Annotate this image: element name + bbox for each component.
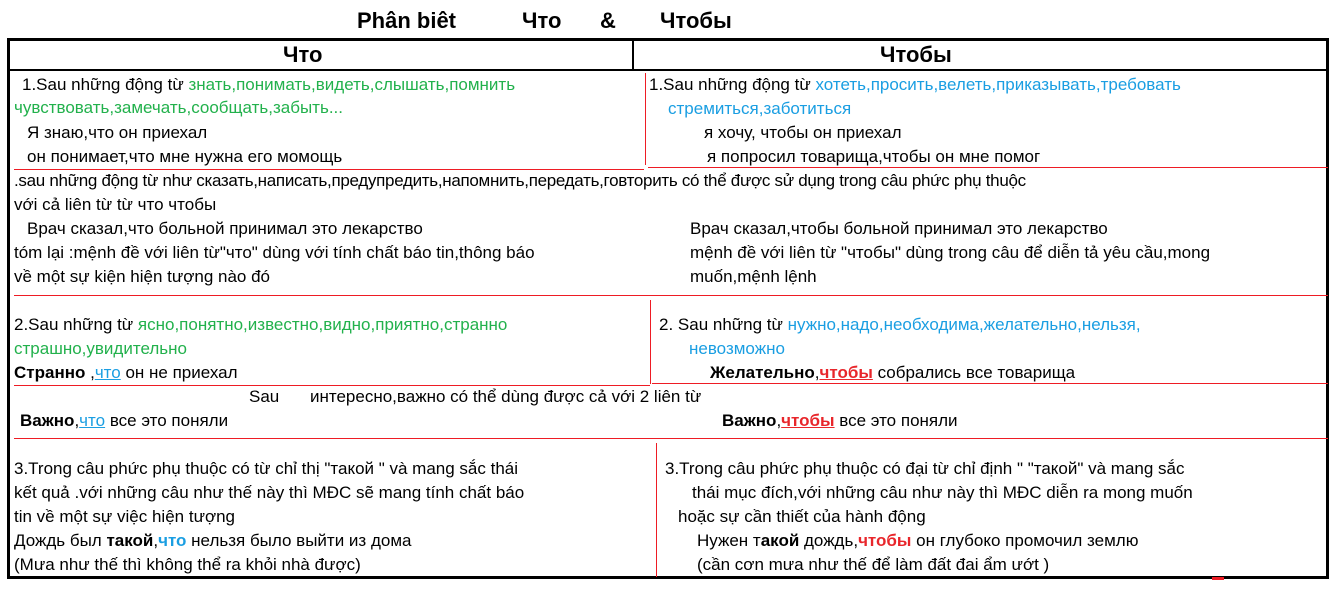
s3-left-line1: [14, 313, 507, 337]
s3-right-example-rest: собрались все товарища: [872, 363, 1076, 382]
title-part-a: Phân biêt: [357, 8, 457, 33]
s4-right-example-rest: все это поняли: [834, 411, 958, 430]
s4-middle-note: интересно,важно có thể dùng được cả với 2 liên từ: [310, 387, 702, 406]
s3-right-line1: [659, 313, 1141, 337]
s5-right-translation: (cần cơn mưa như thế để làm đất đai ẩm ướt ): [697, 555, 1050, 574]
s2-left-summary-2: về một sự kiện hiện tượng nào đó: [14, 267, 270, 286]
s1-right-prefix: 1.Sau những động từ: [649, 75, 816, 94]
s2-right-summary-1: mệnh đề với liên từ "чтобы" dùng trong câu để diễn tả yêu cầu,mong: [690, 243, 1211, 262]
divider-column-1: [645, 73, 646, 165]
divider-row2: [14, 295, 1328, 296]
s3-right-example-comma: ,: [814, 363, 820, 382]
s5-left-example-bold: такой: [106, 531, 154, 550]
s3-left-example-conjunction: что: [94, 363, 121, 382]
s5-right-example-prefix: Нужен т: [697, 531, 761, 550]
s1-left-example-2: он понимает,что мне нужна его момощь: [27, 147, 343, 166]
s1-right-verbs-2: стремиться,заботиться: [668, 99, 852, 118]
s5-right-example-bold: акой: [760, 531, 800, 550]
s5-left-example: [14, 529, 411, 553]
s2-right-summary-2: muốn,mệnh lệnh: [690, 267, 817, 286]
s5-right-example-conjunction: чтобы: [858, 531, 912, 550]
s4-middle-sau: Sau: [249, 387, 280, 406]
s3-left-prefix: 2.Sau những từ: [14, 315, 138, 334]
s2-line2: với cả liên từ từ что чтобы: [14, 195, 217, 214]
title-part-b: Что: [522, 8, 562, 33]
title-part-c: &: [600, 8, 616, 33]
s2-left-example: Врач сказал,что больной принимал это лекарство: [27, 219, 423, 238]
s2-line1: .sau những động từ như сказать,написать,предупредить,напомнить,передать,говторить có thể được sử dụng trong câu phức phụ thuộc: [14, 171, 1026, 190]
s5-right-example: [697, 529, 1138, 553]
s3-left-example-bold: Странно: [14, 363, 86, 382]
s1-right-line1: [649, 73, 1181, 97]
s2-left-summary-1: tóm lại :mệnh đề với liên từ"что" dùng với tính chất báo tin,thông báo: [14, 243, 535, 262]
s5-right-example-middle: дождь,: [799, 531, 859, 550]
header-divider: [7, 69, 1329, 71]
s3-left-words-1: ясно,понятно,известно,видно,приятно,странно: [137, 315, 508, 334]
s1-right-verbs-1: хотеть,просить,велеть,приказывать,требовать: [815, 75, 1181, 94]
s5-left-example-comma: ,: [153, 531, 159, 550]
s5-right-example-rest: он глубоко промочил землю: [911, 531, 1139, 550]
s2-right-example: Врач сказал,чтобы больной принимал это лекарство: [690, 219, 1108, 238]
s3-right-words-1: нужно,надо,необходима,желательно,нельзя,: [787, 315, 1141, 334]
s4-right-example-bold: Важно: [722, 411, 777, 430]
s1-left-prefix: 1.Sau những động từ: [22, 75, 189, 94]
s1-right-example-2: я попросил товарища,чтобы он мне помог: [707, 147, 1041, 166]
s5-right-line1: 3.Trong câu phức phụ thuộc có đại từ chỉ định " "такой" và mang sắc: [665, 459, 1185, 478]
s5-right-line2: thái mục đích,với những câu như này thì MĐC diễn ra mong muốn: [692, 483, 1193, 502]
s1-left-example-1: Я знаю,что он приехал: [27, 123, 208, 142]
s5-right-line3: hoặc sự cần thiết của hành động: [678, 507, 926, 526]
s4-left-example-conjunction: что: [79, 411, 106, 430]
s4-right-example-comma: ,: [776, 411, 782, 430]
s4-right-example: [722, 409, 958, 433]
s3-left-example-rest: он не приехал: [120, 363, 238, 382]
s4-left-example-bold: Важно: [20, 411, 75, 430]
s4-right-example-conjunction: чтобы: [781, 411, 835, 430]
divider-column-3: [656, 443, 657, 577]
s1-left-verbs-1: знать,понимать,видеть,слышать,помнить: [188, 75, 516, 94]
s3-right-example-bold: Желательно: [710, 363, 815, 382]
divider-stub: [1212, 577, 1224, 580]
s3-left-example: [14, 361, 238, 385]
s5-left-line2: kết quả .với những câu như thế này thì MĐC sẽ mang tính chất báo: [14, 483, 525, 502]
s5-left-example-conjunction: что: [158, 531, 187, 550]
s3-right-prefix: 2. Sau những từ: [659, 315, 788, 334]
s4-left-example-comma: ,: [74, 411, 80, 430]
s3-left-example-comma: ,: [85, 363, 95, 382]
s5-left-line1: 3.Trong câu phức phụ thuộc có từ chỉ thị "такой " và mang sắc thái: [14, 459, 519, 478]
header-left: Что: [283, 42, 323, 67]
header-right: Чтобы: [880, 42, 952, 67]
s1-right-example-1: я хочу, чтобы он приехал: [704, 123, 902, 142]
s4-left-example-rest: все это поняли: [105, 411, 229, 430]
s3-right-words-2: невозможно: [689, 339, 785, 358]
s3-right-example: [710, 361, 1075, 385]
s5-left-line3: tin về một sự việc hiện tượng: [14, 507, 235, 526]
divider-column-2: [650, 300, 651, 384]
s5-left-translation: (Mưa như thế thì không thể ra khỏi nhà được): [14, 555, 361, 574]
s5-left-example-prefix: Дождь был: [14, 531, 107, 550]
s3-left-words-2: страшно,увидительно: [14, 339, 187, 358]
s3-right-example-conjunction: чтобы: [819, 363, 873, 382]
s1-left-line1: [22, 73, 515, 97]
page-title: [0, 8, 1335, 38]
divider-row4: [14, 438, 1328, 439]
s5-left-example-rest: нельзя было выйти из дома: [186, 531, 412, 550]
s1-left-verbs-2: чувствовать,замечать,сообщать,забыть...: [14, 98, 343, 117]
header-column-divider: [632, 40, 634, 70]
title-part-d: Чтобы: [660, 8, 732, 33]
s4-left-example: [20, 409, 228, 433]
